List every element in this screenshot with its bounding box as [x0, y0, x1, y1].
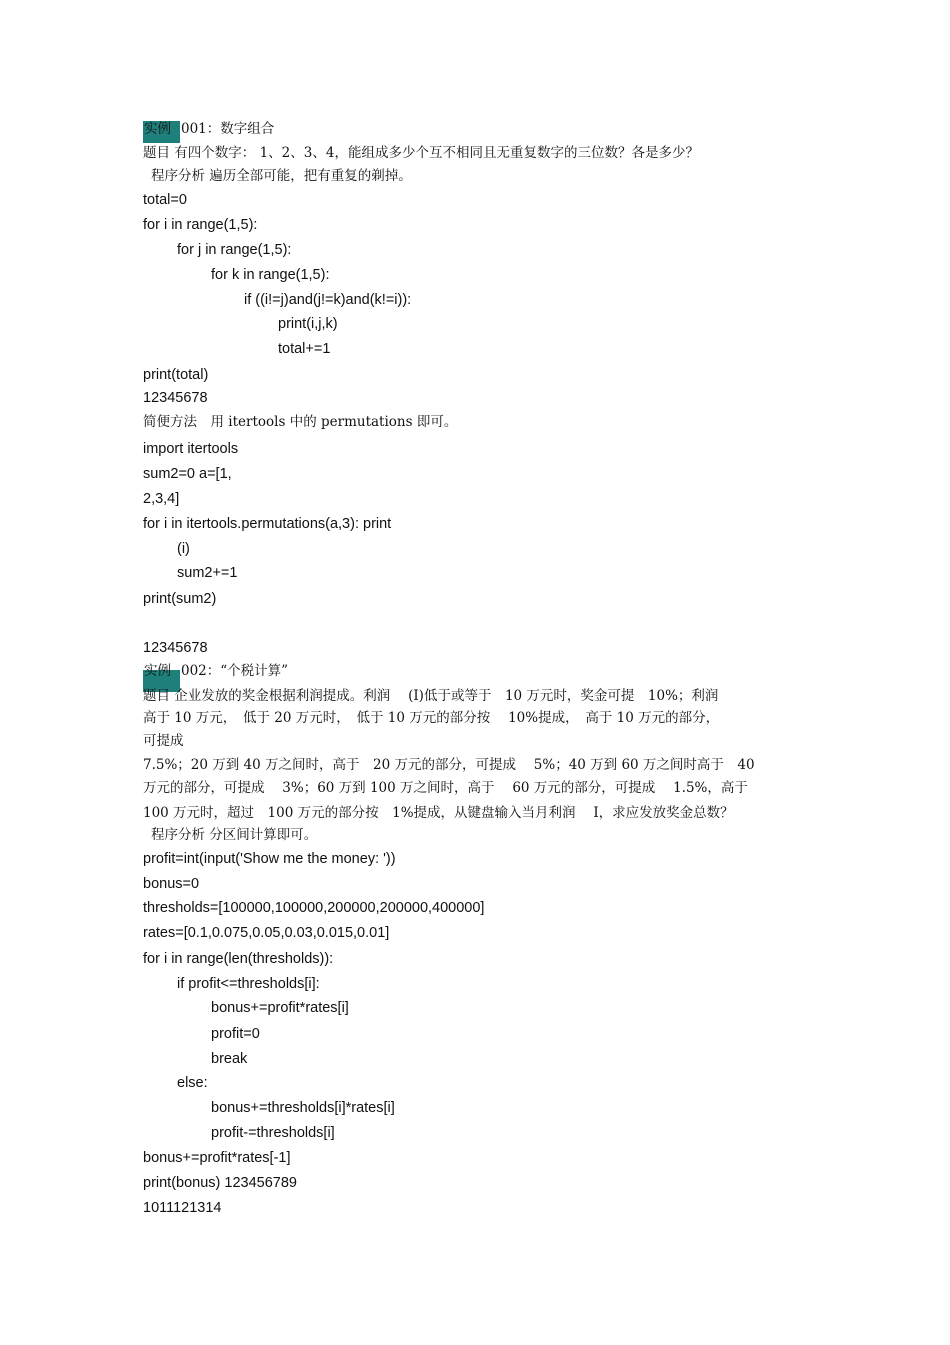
question-text: 100 万元时，超过 100 万元的部分按 1%提成，从键盘输入当月利润 I，求应发放奖金总数？ — [143, 805, 734, 821]
code-line: profit=0 — [211, 1026, 260, 1042]
question-text: 可提成 — [143, 733, 184, 749]
code-line: print(sum2) — [143, 591, 217, 607]
code-line: for i in range(len(thresholds)): — [143, 951, 334, 967]
code-line: total+=1 — [278, 341, 331, 357]
code-line: print(total) — [143, 367, 209, 383]
example-tag: 实例 — [144, 663, 171, 679]
code-line: rates=[0.1,0.075,0.05,0.03,0.015,0.01] — [143, 925, 390, 941]
question-text: 万元的部分，可提成 3%；60 万到 100 万之间时，高于 60 万元的部分，可提成 1.5%，高于 — [143, 780, 748, 796]
question-text: 题目 有四个数字： 1、2、3、4，能组成多少个互不相同且无重复数字的三位数？各是多少？ — [143, 145, 699, 161]
code-line: bonus+=profit*rates[i] — [211, 1000, 349, 1016]
code-line: print(i,j,k) — [278, 316, 338, 332]
question-text: 高于 10 万元， 低于 20 万元时， 低于 10 万元的部分按 10%提成， 高于 10 万元的部分， — [143, 710, 720, 726]
example-title: 001：数字组合 — [181, 121, 275, 137]
code-line: if profit<=thresholds[i]: — [177, 976, 320, 992]
example-title: 002：“个税计算” — [181, 663, 289, 679]
code-line: bonus+=thresholds[i]*rates[i] — [211, 1100, 395, 1116]
code-line: break — [211, 1051, 248, 1067]
line-numbers: 1011121314 — [143, 1200, 222, 1216]
code-line: bonus+=profit*rates[-1] — [143, 1150, 291, 1166]
example-tag: 实例 — [144, 121, 171, 137]
question-text: 7.5%；20 万到 40 万之间时，高于 20 万元的部分，可提成 5%；40 万到 60 万之间时高于 40 — [143, 757, 755, 773]
code-line: (i) — [177, 541, 190, 557]
code-line: total=0 — [143, 192, 187, 208]
code-line: for k in range(1,5): — [211, 267, 330, 283]
question-text: 题目 企业发放的奖金根据利润提成。利润 (I)低于或等于 10 万元时，奖金可提 10%；利润 — [143, 688, 719, 704]
code-line: print(bonus) 123456789 — [143, 1175, 297, 1191]
analysis-text: 程序分析 分区间计算即可。 — [151, 827, 318, 843]
line-numbers: 12345678 — [143, 390, 208, 406]
analysis-text: 程序分析 遍历全部可能，把有重复的剃掉。 — [151, 168, 412, 184]
code-line: if ((i!=j)and(j!=k)and(k!=i)): — [244, 292, 412, 308]
code-line: 2,3,4] — [143, 491, 180, 507]
code-line: sum2=0 a=[1, — [143, 466, 232, 482]
code-line: for i in itertools.permutations(a,3): print — [143, 516, 392, 532]
code-line: import itertools — [143, 441, 239, 457]
code-line: profit=int(input('Show me the money: ')) — [143, 851, 396, 867]
code-line: sum2+=1 — [177, 565, 238, 581]
code-line: else: — [177, 1075, 208, 1091]
code-line: bonus=0 — [143, 876, 200, 892]
line-numbers: 12345678 — [143, 640, 208, 656]
simple-method-text: 简便方法 用 itertools 中的 permutations 即可。 — [143, 414, 458, 430]
code-line: for i in range(1,5): — [143, 217, 258, 233]
code-line: for j in range(1,5): — [177, 242, 292, 258]
code-line: profit-=thresholds[i] — [211, 1125, 335, 1141]
code-line: thresholds=[100000,100000,200000,200000,400000] — [143, 900, 485, 916]
